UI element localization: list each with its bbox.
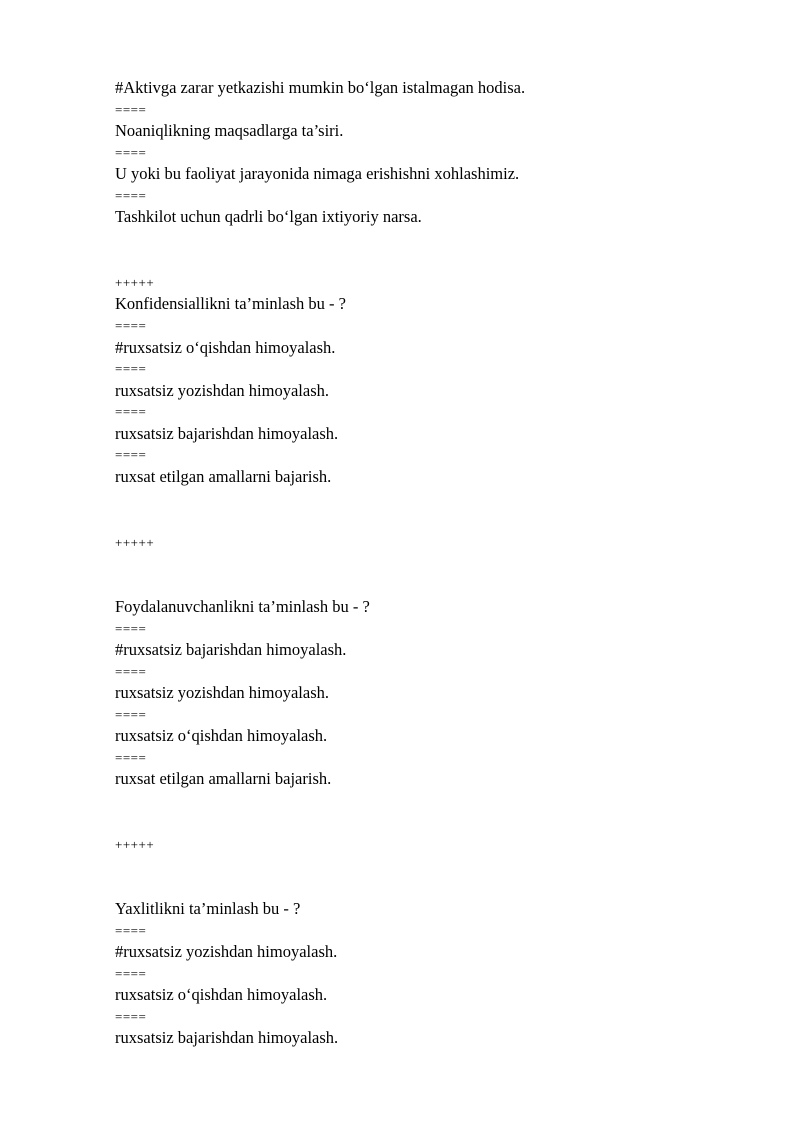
question-text: Yaxlitlikni ta’minlash bu - ? (115, 899, 301, 918)
separator: ==== (115, 750, 147, 765)
answer-line: ruxsatsiz yozishdan himoyalash. (115, 381, 330, 400)
question-separator: +++++ (115, 837, 155, 852)
separator: ==== (115, 318, 147, 333)
answer-line: #ruxsatsiz yozishdan himoyalash. (115, 942, 338, 961)
answer-line: U yoki bu faoliyat jarayonida nimaga erishishni xohlashimiz. (115, 164, 520, 183)
question-text: Foydalanuvchanlikni ta’minlash bu - ? (115, 597, 370, 616)
separator: ==== (115, 923, 147, 938)
separator: ==== (115, 188, 147, 203)
answer-line: Noaniqlikning maqsadlarga ta’siri. (115, 121, 344, 140)
separator: ==== (115, 664, 147, 679)
separator: ==== (115, 966, 147, 981)
question-separator: +++++ (115, 535, 155, 550)
answer-line: ruxsat etilgan amallarni bajarish. (115, 467, 332, 486)
answer-line: #Aktivga zarar yetkazishi mumkin bo‘lgan istalmagan hodisa. (115, 78, 526, 97)
separator: ==== (115, 404, 147, 419)
answer-line: Tashkilot uchun qadrli bo‘lgan ixtiyoriy narsa. (115, 207, 422, 226)
separator: ==== (115, 1009, 147, 1024)
answer-line: ruxsatsiz yozishdan himoyalash. (115, 683, 330, 702)
separator: ==== (115, 621, 147, 636)
separator: ==== (115, 145, 147, 160)
separator: ==== (115, 447, 147, 462)
answer-line: ruxsatsiz o‘qishdan himoyalash. (115, 726, 328, 745)
answer-line: ruxsat etilgan amallarni bajarish. (115, 769, 332, 788)
answer-line: ruxsatsiz bajarishdan himoyalash. (115, 424, 339, 443)
answer-line: #ruxsatsiz bajarishdan himoyalash. (115, 640, 347, 659)
separator: ==== (115, 707, 147, 722)
separator: ==== (115, 102, 147, 117)
answer-line: ruxsatsiz o‘qishdan himoyalash. (115, 985, 328, 1004)
separator: ==== (115, 361, 147, 376)
question-separator: +++++ (115, 275, 155, 290)
question-text: Konfidensiallikni ta’minlash bu - ? (115, 294, 346, 313)
answer-line: ruxsatsiz bajarishdan himoyalash. (115, 1028, 339, 1047)
answer-line: #ruxsatsiz o‘qishdan himoyalash. (115, 338, 336, 357)
